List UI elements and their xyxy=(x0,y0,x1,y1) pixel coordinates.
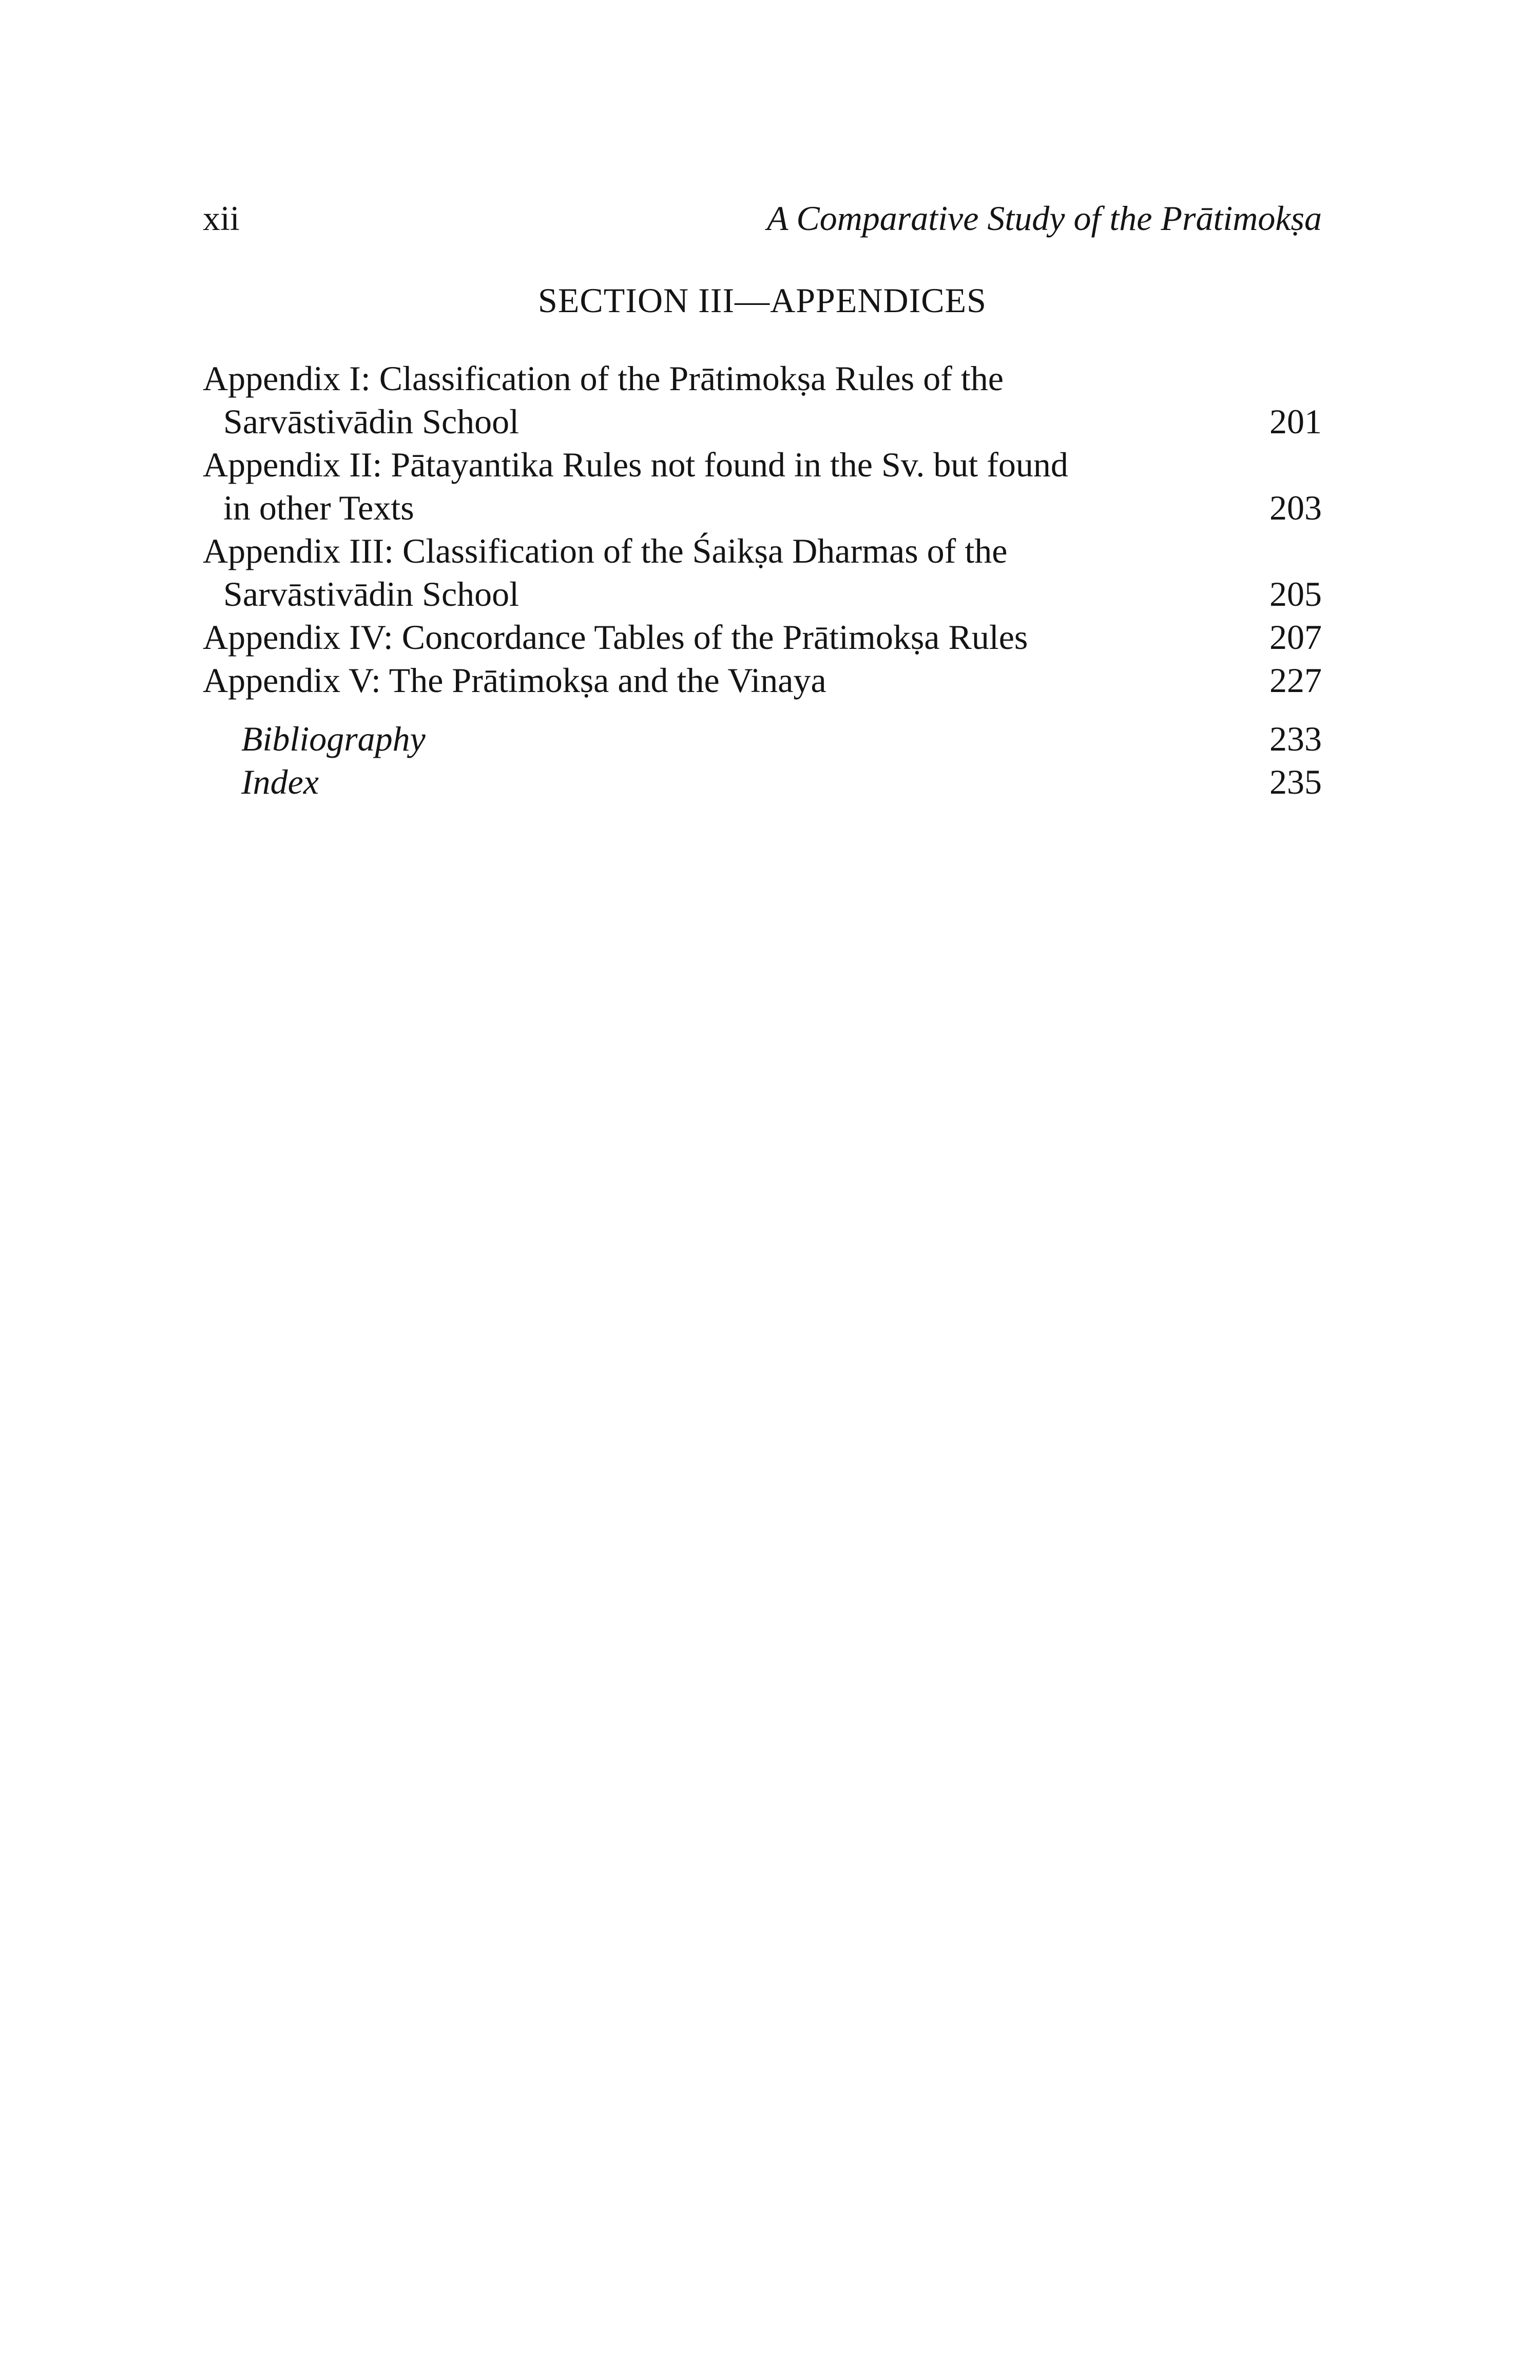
toc-entry-title xyxy=(203,659,1178,702)
toc-entry-title xyxy=(203,529,1178,616)
toc-entry-line: Sarvāstivādin School xyxy=(223,402,519,441)
page-number: xii xyxy=(203,199,240,238)
toc-entry-line: Sarvāstivādin School xyxy=(223,574,519,613)
toc-entry-page: 233 xyxy=(1269,719,1322,758)
toc-entry-line: Appendix III: Classification of the Śaikṣa Dharmas of the xyxy=(203,531,1008,570)
toc-entry-appendix-1[interactable] xyxy=(203,357,1322,443)
toc-entry-index[interactable] xyxy=(203,760,1322,803)
toc-entry-appendix-2[interactable] xyxy=(203,443,1322,529)
toc-entry-page: 203 xyxy=(1269,488,1322,527)
toc-entry-line: Appendix IV: Concordance Tables of the Prātimokṣa Rules xyxy=(203,618,1028,657)
toc-entry-page: 201 xyxy=(1269,402,1322,441)
toc-entry-title xyxy=(203,616,1178,659)
toc-entry-title: Bibliography xyxy=(241,719,426,758)
running-title: A Comparative Study of the Prātimokṣa xyxy=(767,199,1322,238)
toc-entry-bibliography[interactable] xyxy=(203,717,1322,760)
toc-entry-page: 235 xyxy=(1269,762,1322,801)
toc-entry-title: Index xyxy=(241,762,319,801)
toc-entry-appendix-4[interactable] xyxy=(203,616,1322,659)
toc-entry-line: in other Texts xyxy=(223,488,414,527)
toc-entry-line: Appendix II: Pātayantika Rules not found in the Sv. but found xyxy=(203,445,1068,484)
toc-entry-page: 205 xyxy=(1269,574,1322,613)
toc-entry-title xyxy=(203,443,1178,529)
toc-entry-appendix-3[interactable] xyxy=(203,529,1322,616)
running-head xyxy=(203,195,1322,241)
toc-entry-line: Appendix V: The Prātimokṣa and the Vinaya xyxy=(203,661,826,700)
table-of-contents xyxy=(203,357,1322,803)
section-heading: SECTION III—APPENDICES xyxy=(538,281,987,320)
toc-spacer xyxy=(203,702,1322,717)
toc-entry-page: 227 xyxy=(1269,661,1322,700)
toc-entry-line: Appendix I: Classification of the Prātimokṣa Rules of the xyxy=(203,359,1004,398)
toc-entry-title xyxy=(203,357,1178,443)
toc-entry-page: 207 xyxy=(1269,618,1322,657)
toc-entry-appendix-5[interactable] xyxy=(203,659,1322,702)
